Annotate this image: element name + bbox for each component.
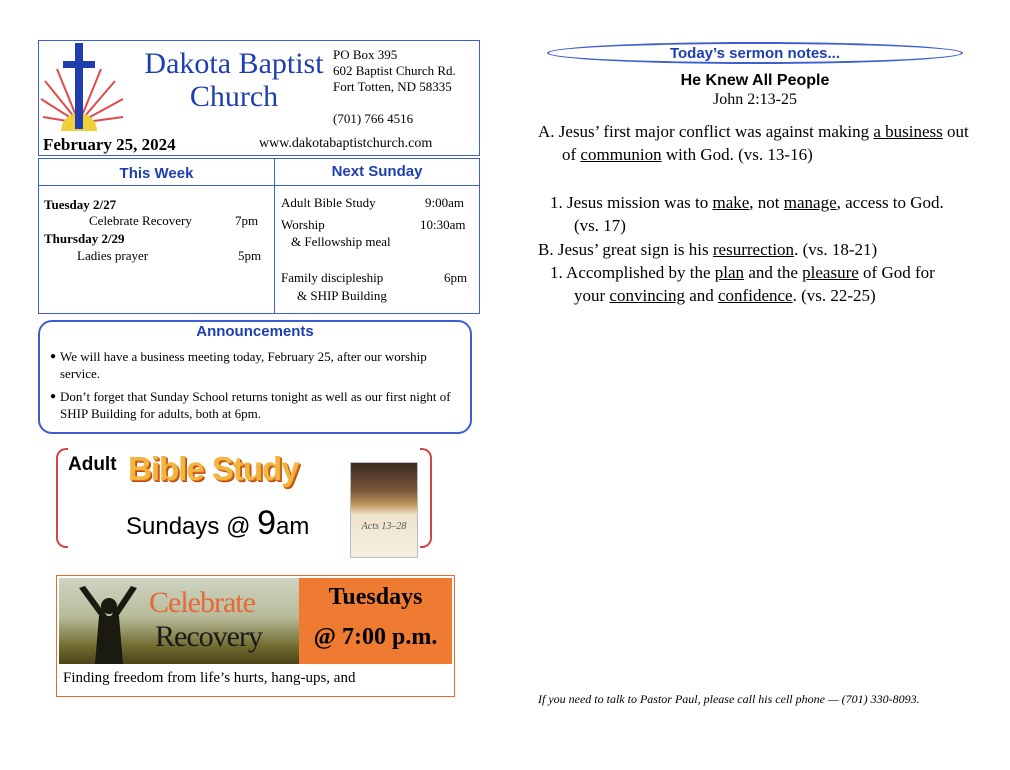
announcements-title: Announcements (196, 323, 314, 340)
note-text: , access to God. (vs. 17) (574, 193, 944, 235)
announcements-box (38, 320, 472, 434)
bullet-icon: ● (50, 351, 57, 362)
church-phone: (701) 766 4516 (333, 111, 414, 126)
bible-study-ad (56, 448, 432, 546)
event-time: 5pm (238, 248, 262, 263)
note-text: . (vs. 22-25) (792, 286, 876, 305)
ad-photo (59, 578, 299, 664)
note-text: 1. Jesus mission was to (550, 193, 713, 212)
ad-word-adult: Adult (68, 454, 117, 475)
event-day: Tuesday 2/27 (44, 197, 117, 212)
event-name-cont: & SHIP Building (297, 288, 387, 303)
note-text: , not (749, 193, 784, 212)
event-time: 7pm (235, 213, 259, 228)
note-blank: manage (783, 193, 837, 212)
header-divider (39, 185, 479, 186)
church-name-line1: Dakota Baptist (144, 47, 324, 80)
address-line: PO Box 395 (333, 47, 398, 62)
bracket-left (56, 448, 68, 548)
note-text: and the (744, 263, 803, 282)
ad-schedule (126, 504, 309, 543)
ad-time: @ 7:00 p.m. (313, 624, 438, 650)
event-name: Family discipleship (281, 270, 384, 285)
schedule-table (38, 158, 480, 314)
note-text: 1. Accomplished by the (550, 263, 715, 282)
header-box (38, 40, 480, 156)
ad-schedule-hour: 9 (257, 504, 277, 542)
sermon-notes-banner (547, 42, 963, 64)
ad-word-bible-study: Bible Study (128, 450, 299, 487)
note-blank: pleasure (802, 263, 859, 282)
book-cover-label: Acts 13–28 (361, 521, 407, 532)
note-blank: convincing (609, 286, 685, 305)
ad-word-recovery: Recovery (155, 620, 262, 653)
next-sunday-heading: Next Sunday (331, 163, 423, 180)
announcement-text: We will have a business meeting today, February 25, after our worship service. (60, 349, 427, 381)
note-text: A. Jesus’ first major conflict was against making (538, 122, 874, 141)
column-divider (274, 159, 275, 313)
event-time: 10:30am (420, 217, 466, 232)
church-name (129, 47, 339, 113)
celebrate-recovery-ad (56, 575, 455, 697)
note-point-a (538, 120, 970, 166)
event-time: 6pm (444, 270, 468, 285)
note-text: . (vs. 18-21) (794, 240, 878, 259)
event-time: 9:00am (425, 195, 464, 210)
event-day: Thursday 2/29 (44, 231, 125, 246)
announcement-text: Don’t forget that Sunday School returns tonight as well as our first night of SHIP Building for adults, both at 6pm. (60, 389, 451, 421)
bullet-icon: ● (50, 391, 57, 402)
ad-time-panel (299, 578, 452, 664)
note-blank: communion (580, 145, 662, 164)
bulletin-date: February 25, 2024 (43, 135, 176, 154)
announcement-item (50, 388, 470, 422)
note-blank: confidence (718, 286, 793, 305)
note-text: with God. (vs. 13-16) (661, 145, 813, 164)
ad-schedule-suffix: am (276, 513, 310, 540)
ad-word-celebrate: Celebrate (149, 586, 255, 619)
address-line: Fort Totten, ND 58335 (333, 79, 452, 94)
cross-sunrise-logo (39, 41, 127, 135)
event-name: Celebrate Recovery (89, 213, 192, 228)
ad-tagline: Finding freedom from life’s hurts, hang-ups, and (63, 670, 356, 686)
ad-schedule-prefix: Sundays @ (126, 513, 258, 540)
this-week-heading: This Week (119, 165, 194, 182)
note-text: of God for your (574, 263, 935, 305)
note-blank: resurrection (712, 240, 795, 259)
scripture-reference: John 2:13-25 (713, 91, 797, 108)
mailing-address (333, 47, 456, 95)
note-text: and (684, 286, 719, 305)
note-text: B. Jesus’ great sign is his (538, 240, 713, 259)
bracket-right (420, 448, 432, 548)
note-blank: plan (714, 263, 745, 282)
study-book-cover (350, 462, 418, 558)
event-name: Adult Bible Study (281, 195, 376, 210)
sermon-title: He Knew All People (680, 72, 830, 89)
raised-arms-figure-icon (73, 584, 143, 664)
ad-day: Tuesdays (328, 584, 423, 610)
note-point-b (538, 238, 970, 261)
website-link[interactable]: www.dakotabaptistchurch.com (259, 136, 433, 151)
note-text: out of (562, 122, 969, 164)
note-point-b1 (550, 261, 970, 307)
note-blank: a business (873, 122, 943, 141)
sermon-notes-heading: Today’s sermon notes... (669, 45, 841, 62)
church-name-line2: Church (189, 80, 279, 113)
note-point-a1 (550, 191, 970, 237)
pastor-contact-note: If you need to talk to Pastor Paul, please call his cell phone — (701) 330-8093. (538, 692, 920, 706)
event-name: Ladies prayer (77, 248, 149, 263)
event-name: Worship (281, 217, 325, 232)
event-name-cont: & Fellowship meal (291, 234, 391, 249)
note-blank: make (712, 193, 750, 212)
address-line: 602 Baptist Church Rd. (333, 63, 456, 78)
announcement-item (50, 348, 470, 382)
